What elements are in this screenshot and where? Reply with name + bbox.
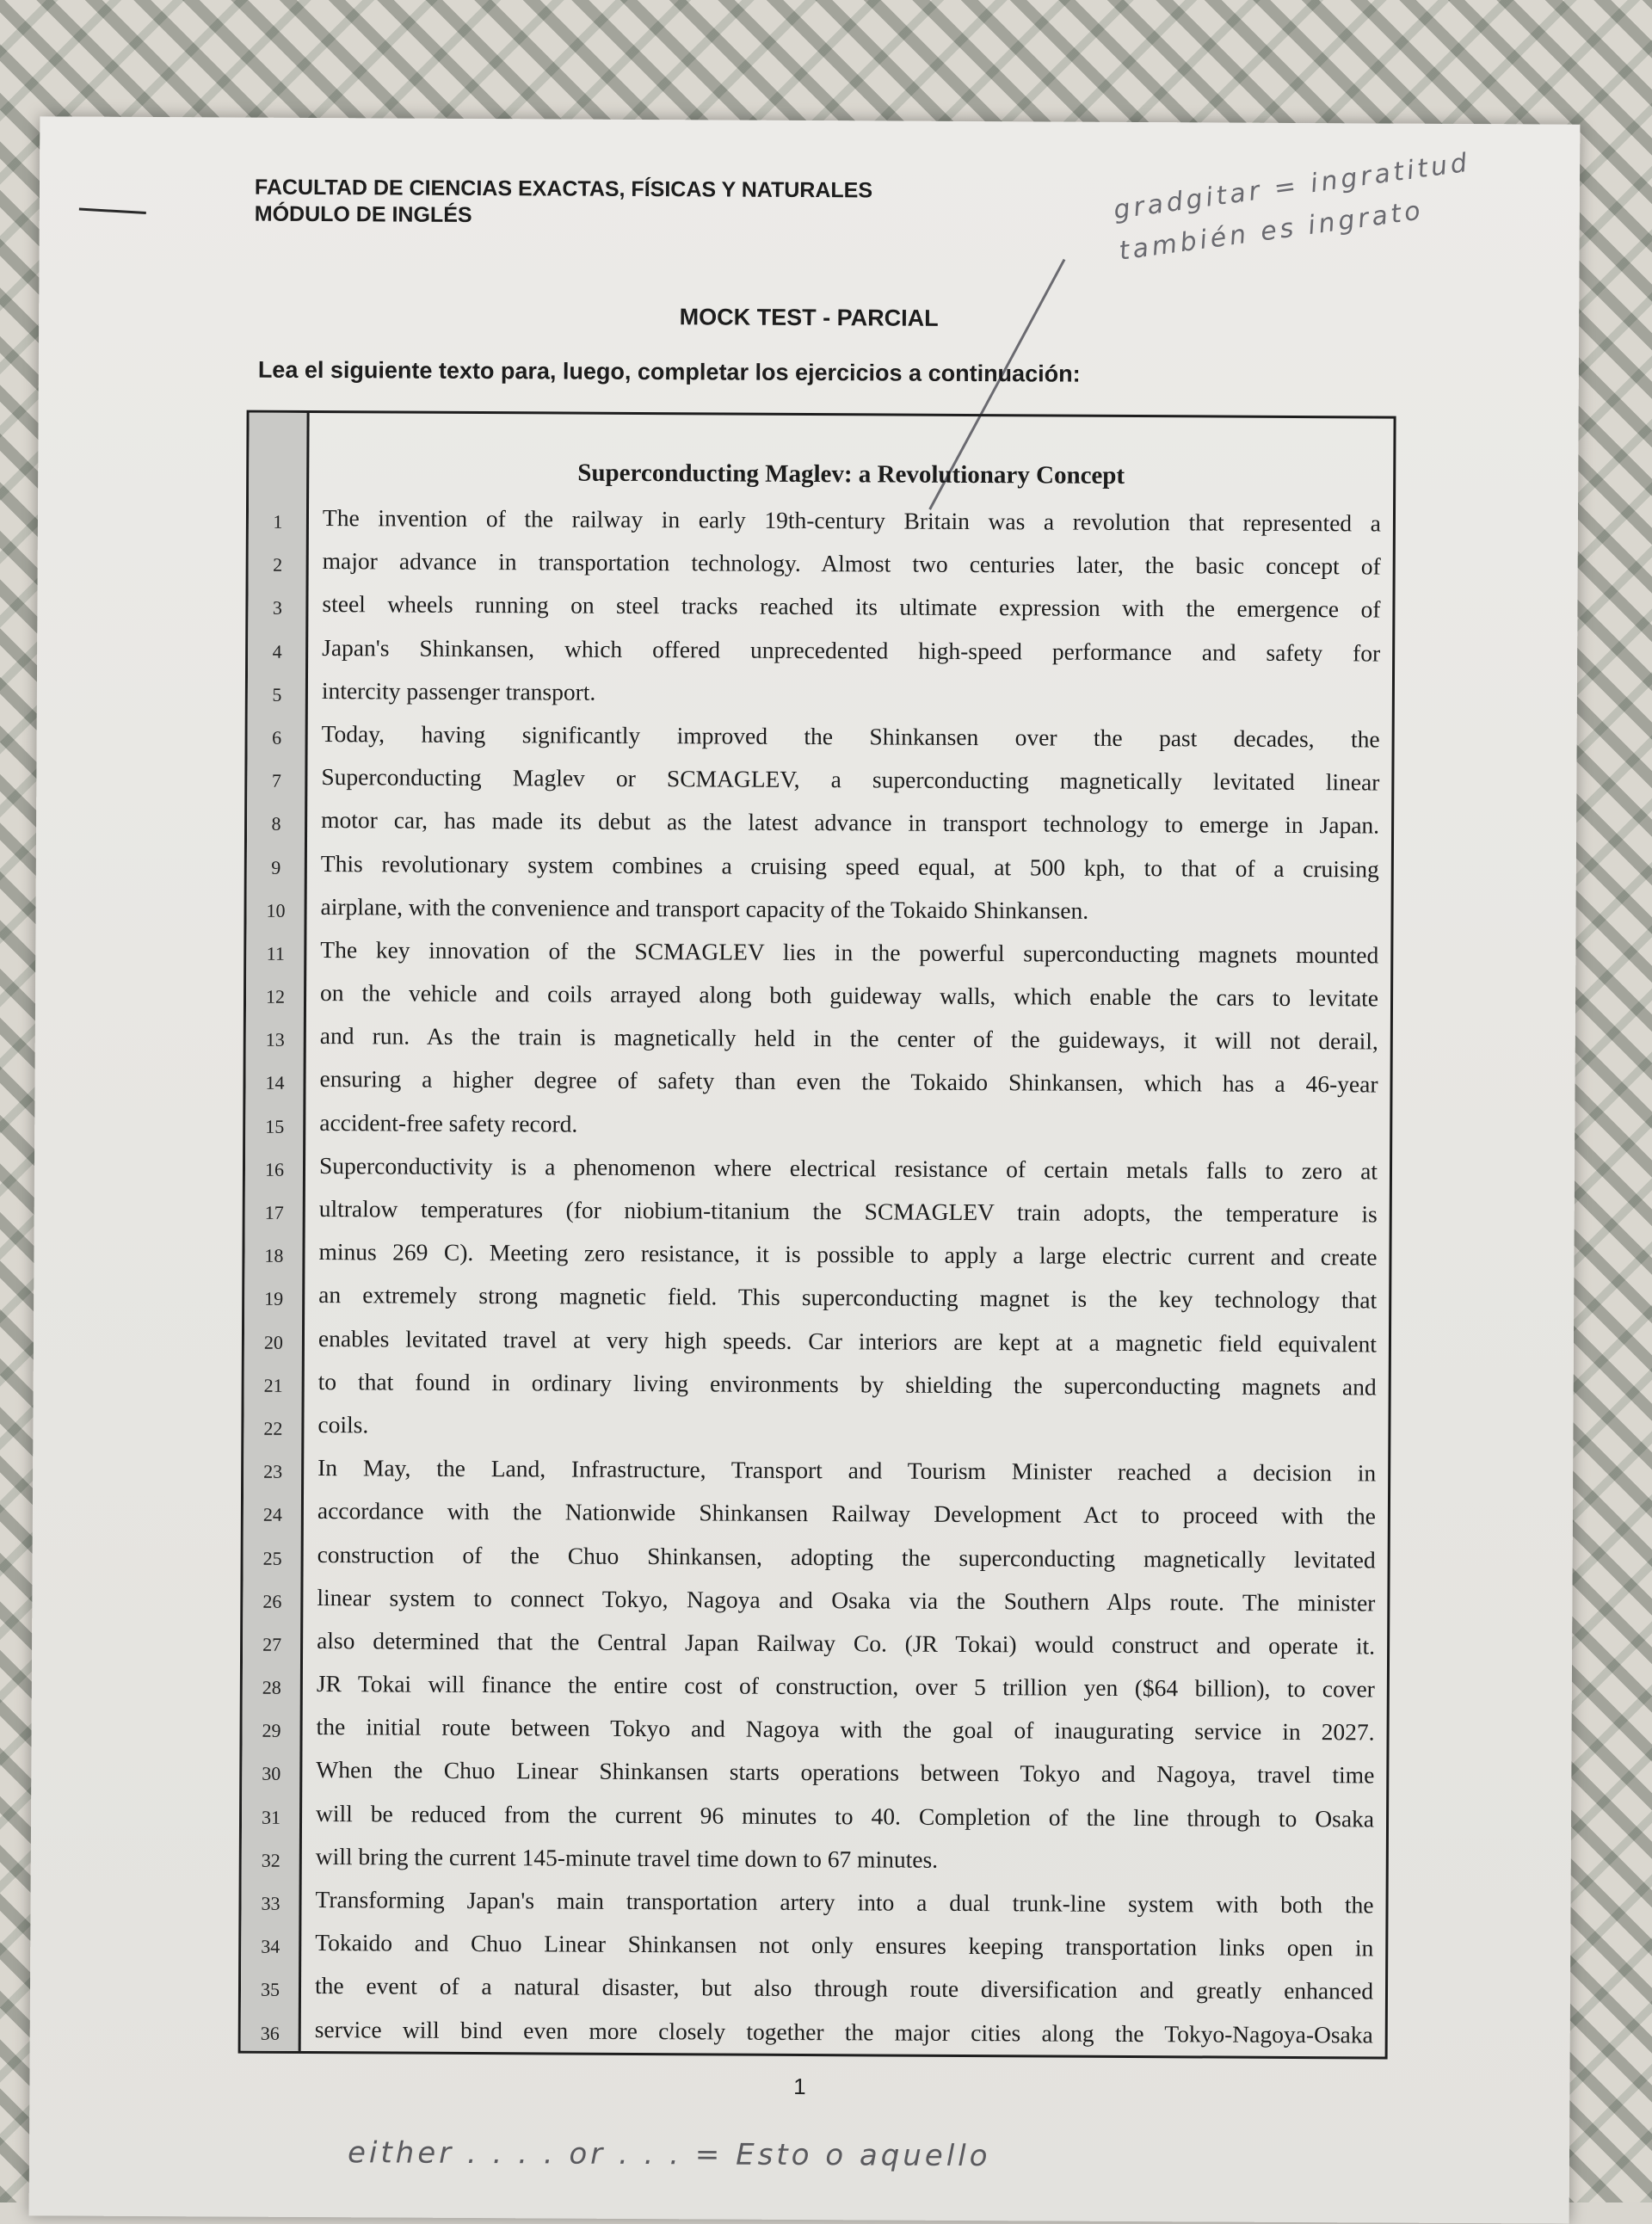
line-number: 31: [261, 1806, 281, 1828]
line-text: linear system to connect Tokyo, Nagoya and Osaka via the Southern Alps route. The minister: [317, 1583, 1376, 1617]
line-number: 14: [265, 1072, 285, 1094]
line-number: 1: [273, 510, 283, 533]
line-text: also determined that the Central Japan Railway Co. (JR Tokai) would construct and operate it.: [317, 1626, 1376, 1660]
line-number: 26: [262, 1590, 282, 1612]
line-number: 3: [272, 597, 282, 619]
article-lines: [241, 501, 1393, 2061]
line-number: 30: [262, 1763, 281, 1785]
line-text: When the Chuo Linear Shinkansen starts operations between Tokyo and Nagoya, travel time: [316, 1756, 1375, 1789]
line-number: 17: [264, 1201, 284, 1223]
line-text: airplane, with the convenience and transport capacity of the Tokaido Shinkansen.: [320, 892, 1089, 924]
line-number: 19: [264, 1288, 284, 1310]
line-text: Superconductivity is a phenomenon where electrical resistance of certain metals falls to zero at: [318, 1151, 1378, 1185]
text-line: [246, 976, 1390, 1025]
line-text: the event of a natural disaster, but also through route diversification and greatly enhanced: [314, 1972, 1374, 2005]
line-number: 15: [265, 1115, 285, 1137]
module-name: MÓDULO DE INGLÉS: [254, 201, 472, 227]
line-text: JR Tokai will finance the entire cost of construction, over 5 trillion yen ($64 billion), to cover: [316, 1670, 1375, 1703]
handwritten-note-footer: either . . . . or . . . = Esto o aquello: [347, 2135, 991, 2174]
text-line: [241, 2011, 1385, 2061]
text-line: [243, 1537, 1387, 1586]
line-text: This revolutionary system combines a cruising speed equal, at 500 kph, to that of a cruising: [320, 849, 1379, 882]
line-number: 24: [262, 1504, 282, 1526]
text-line: [246, 1019, 1390, 1068]
line-number: 21: [263, 1374, 283, 1396]
line-text: Tokaido and Chuo Linear Shinkansen not only ensures keeping transportation links open in: [315, 1929, 1374, 1962]
line-number: 36: [260, 2022, 280, 2044]
line-text: intercity passenger transport.: [321, 676, 596, 705]
line-text: will bring the current 145-minute travel time down to 67 minutes.: [315, 1842, 939, 1873]
text-line: [247, 717, 1391, 766]
line-number: 33: [261, 1892, 280, 1914]
text-line: [242, 1753, 1386, 1802]
line-number: 29: [262, 1719, 281, 1742]
text-line: [244, 1278, 1389, 1327]
document-page: [29, 116, 1581, 2223]
text-line: [241, 1925, 1385, 1974]
text-line: [243, 1580, 1387, 1629]
test-title: MOCK TEST - PARCIAL: [679, 304, 939, 331]
line-text: motor car, has made its debut as the latest advance in transport technology to emerge in Japan.: [321, 806, 1380, 839]
line-text: the initial route between Tokyo and Nagoya with the goal of inaugurating service in 2027.: [316, 1713, 1375, 1746]
line-text: accordance with the Nationwide Shinkansen Railway Development Act to proceed with the: [317, 1497, 1376, 1530]
line-number: 9: [271, 856, 281, 878]
text-line: [247, 803, 1391, 852]
line-number: 20: [263, 1331, 284, 1353]
line-text: on the vehicle and coils arrayed along both guideway walls, which enable the cars to levitate: [319, 979, 1379, 1012]
line-text: construction of the Chuo Shinkansen, adopting the superconducting magnetically levitated: [317, 1540, 1376, 1573]
line-number: 2: [273, 553, 283, 576]
line-text: steel wheels running on steel tracks reached its ultimate expression with the emergence of: [322, 590, 1381, 623]
line-text: minus 269 C). Meeting zero resistance, it is possible to apply a large electric current and create: [318, 1238, 1378, 1271]
reading-text-box: [238, 410, 1396, 2060]
line-number: 28: [262, 1676, 281, 1698]
page-number: 1: [793, 2073, 806, 2100]
line-number: 34: [261, 1935, 280, 1958]
line-text: The invention of the railway in early 19th-century Britain was a revolution that represented a: [322, 504, 1382, 537]
line-number: 25: [262, 1547, 282, 1569]
text-line: [243, 1623, 1387, 1672]
text-line: [248, 587, 1392, 636]
line-number: 18: [264, 1244, 284, 1267]
line-text: will be reduced from the current 96 minutes to 40. Completion of the line through to Osaka: [315, 1799, 1375, 1833]
text-line: [242, 1710, 1386, 1759]
line-text: and run. As the train is magnetically held in the center of the guideways, it will not derail,: [319, 1022, 1378, 1055]
line-text: an extremely strong magnetic field. This superconducting magnet is the key technology that: [318, 1281, 1378, 1314]
line-number: 8: [271, 813, 281, 835]
text-line: [244, 1235, 1389, 1284]
line-number: 12: [265, 985, 286, 1007]
text-line: [244, 1364, 1389, 1413]
text-line: [242, 1839, 1386, 1888]
text-line: [243, 1451, 1388, 1500]
line-number: 5: [272, 683, 282, 705]
line-number: 7: [271, 769, 281, 792]
line-text: ultralow temperatures (for niobium-titanium the SCMAGLEV train adopts, the temperature is: [318, 1195, 1378, 1228]
line-text: Superconducting Maglev or SCMAGLEV, a superconducting magnetically levitated linear: [321, 763, 1380, 796]
line-text: Transforming Japan's main transportation artery into a dual trunk-line system with both the: [315, 1886, 1374, 1919]
line-number: 32: [261, 1849, 280, 1871]
instruction-text: Lea el siguiente texto para, luego, completar los ejercicios a continuación:: [257, 356, 1081, 387]
text-line: [246, 932, 1390, 981]
line-number: 6: [272, 726, 282, 749]
line-number: 13: [265, 1028, 285, 1051]
line-text: to that found in ordinary living environments by shielding the superconducting magnets and: [317, 1367, 1377, 1401]
text-line: [242, 1796, 1386, 1845]
margin-dash: [79, 208, 146, 214]
text-line: [245, 1062, 1390, 1111]
document-header: [255, 175, 872, 231]
text-line: [241, 1882, 1385, 1931]
line-text: In May, the Land, Infrastructure, Transport and Tourism Minister reached a decision in: [317, 1454, 1377, 1487]
line-number: 22: [263, 1417, 283, 1439]
line-number: 16: [264, 1158, 285, 1180]
line-number: 11: [266, 942, 285, 964]
line-number: 23: [263, 1460, 283, 1482]
line-text: coils.: [317, 1410, 369, 1439]
text-line: [248, 630, 1392, 679]
text-line: [248, 673, 1392, 722]
line-text: major advance in transportation technology. Almost two centuries later, the basic concept of: [322, 547, 1381, 580]
text-line: [249, 501, 1393, 550]
line-number: 27: [262, 1633, 282, 1655]
text-line: [247, 760, 1391, 809]
text-line: [246, 889, 1390, 938]
line-text: enables levitated travel at very high speeds. Car interiors are kept at a magnetic field equivalent: [317, 1324, 1378, 1358]
faculty-name: FACULTAD DE CIENCIAS EXACTAS, FÍSICAS Y NATURALES: [254, 175, 873, 203]
line-number: 35: [260, 1979, 280, 2001]
line-text: ensuring a higher degree of safety than even the Tokaido Shinkansen, which has a 46-year: [319, 1065, 1378, 1098]
text-line: [245, 1192, 1390, 1241]
text-line: [243, 1494, 1388, 1543]
text-line: [247, 846, 1391, 895]
line-text: Japan's Shinkansen, which offered unprecedented high-speed performance and safety for: [322, 633, 1381, 667]
text-line: [244, 1321, 1389, 1370]
text-line: [249, 544, 1393, 593]
handwritten-note-top: gradgitar = ingratitud también es ingrato: [1112, 147, 1472, 267]
line-number: 10: [266, 899, 286, 921]
text-line: [243, 1408, 1388, 1457]
text-line: [243, 1666, 1387, 1716]
line-number: 4: [272, 640, 282, 662]
text-line: [241, 1968, 1385, 2018]
line-text: The key innovation of the SCMAGLEV lies in the powerful superconducting magnets mounted: [320, 935, 1379, 969]
text-line: [245, 1148, 1390, 1197]
line-text: service will bind even more closely together the major cities along the Tokyo-Nagoya-Osaka: [314, 2015, 1373, 2048]
line-text: Today, having significantly improved the Shinkansen over the past decades, the: [321, 719, 1380, 753]
article-title: Superconducting Maglev: a Revolutionary Concept: [577, 459, 1125, 490]
text-line: [245, 1105, 1390, 1154]
line-text: accident-free safety record.: [319, 1108, 578, 1137]
